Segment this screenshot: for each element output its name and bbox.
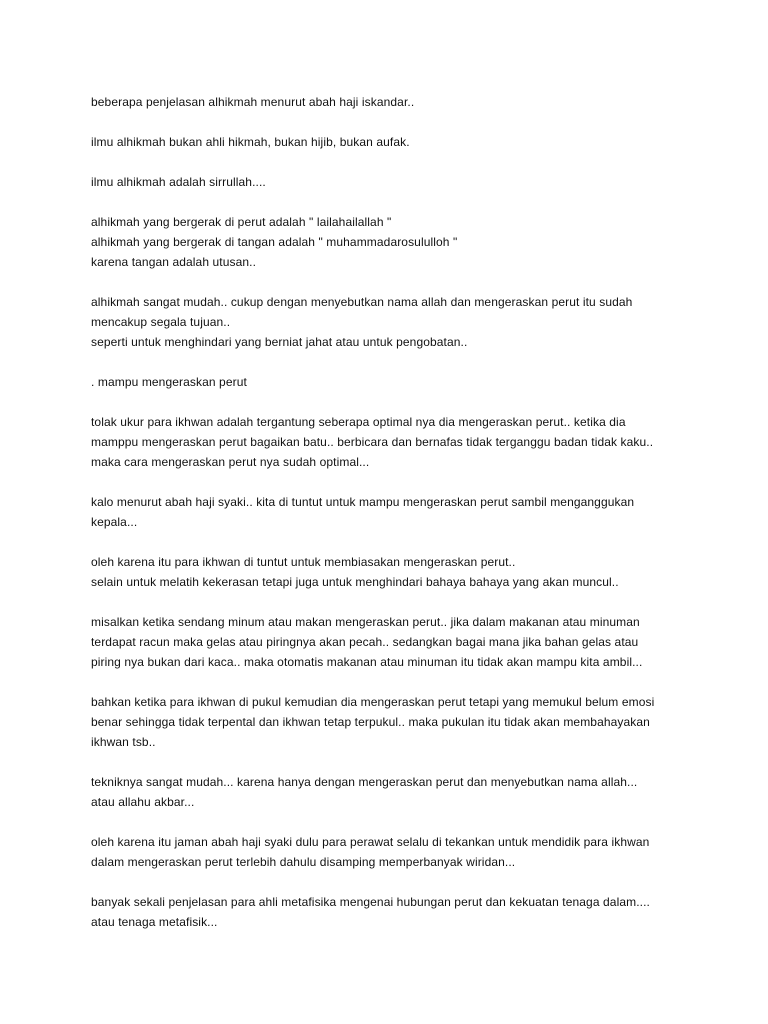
text-line: ilmu alhikmah adalah sirrullah.... — [91, 175, 266, 189]
text-line: mamppu mengeraskan perut bagaikan batu.. berbicara dan bernafas tidak terganggu badan tidak kaku.. — [91, 435, 654, 449]
paragraph — [91, 772, 691, 812]
text-line: atau tenaga metafisik... — [91, 915, 218, 929]
paragraph — [91, 92, 691, 112]
text-line: dalam mengeraskan perut terlebih dahulu disamping memperbanyak wiridan... — [91, 855, 516, 869]
text-line: benar sehingga tidak terpental dan ikhwan tetap terpukul.. maka pukulan itu tidak akan membahayakan — [91, 715, 650, 729]
paragraph — [91, 412, 691, 472]
text-line: terdapat racun maka gelas atau piringnya akan pecah.. sedangkan bagai mana jika bahan gelas atau — [91, 635, 639, 649]
paragraph — [91, 292, 691, 352]
paragraph — [91, 212, 691, 272]
text-line: tolak ukur para ikhwan adalah tergantung seberapa optimal nya dia mengeraskan perut.. ketika dia — [91, 415, 626, 429]
text-line: piring nya bukan dari kaca.. maka otomatis makanan atau minuman itu tidak akan mampu kita ambil... — [91, 655, 643, 669]
text-line: selain untuk melatih kekerasan tetapi juga untuk menghindari bahaya bahaya yang akan muncul.. — [91, 575, 619, 589]
text-line: ikhwan tsb.. — [91, 735, 156, 749]
paragraph — [91, 372, 691, 392]
text-line: kepala... — [91, 515, 138, 529]
text-line: oleh karena itu para ikhwan di tuntut untuk membiasakan mengeraskan perut.. — [91, 555, 516, 569]
text-line: banyak sekali penjelasan para ahli metafisika mengenai hubungan perut dan kekuatan tenaga dalam.... — [91, 895, 650, 909]
paragraph — [91, 492, 691, 532]
paragraph — [91, 692, 691, 752]
paragraph — [91, 612, 691, 672]
paragraph — [91, 832, 691, 872]
text-line: oleh karena itu jaman abah haji syaki dulu para perawat selalu di tekankan untuk mendidik para ikhwan — [91, 835, 650, 849]
text-line: ilmu alhikmah bukan ahli hikmah, bukan hijib, bukan aufak. — [91, 135, 410, 149]
paragraph — [91, 892, 691, 932]
paragraph — [91, 172, 691, 192]
text-line: mencakup segala tujuan.. — [91, 315, 231, 329]
paragraph — [91, 552, 691, 592]
text-line: seperti untuk menghindari yang berniat jahat atau untuk pengobatan.. — [91, 335, 468, 349]
text-line: alhikmah yang bergerak di tangan adalah " muhammadarosululloh " — [91, 235, 458, 249]
text-line: karena tangan adalah utusan.. — [91, 255, 257, 269]
text-line: alhikmah yang bergerak di perut adalah " lailahailallah " — [91, 215, 392, 229]
text-line: maka cara mengeraskan perut nya sudah optimal... — [91, 455, 370, 469]
document-body — [91, 92, 691, 952]
text-line: atau allahu akbar... — [91, 795, 195, 809]
text-line: kalo menurut abah haji syaki.. kita di tuntut untuk mampu mengeraskan perut sambil menganggukan — [91, 495, 635, 509]
text-line: alhikmah sangat mudah.. cukup dengan menyebutkan nama allah dan mengeraskan perut itu sudah — [91, 295, 633, 309]
text-line: beberapa penjelasan alhikmah menurut abah haji iskandar.. — [91, 95, 415, 109]
paragraph — [91, 132, 691, 152]
text-line: misalkan ketika sendang minum atau makan mengeraskan perut.. jika dalam makanan atau minuman — [91, 615, 640, 629]
text-line: tekniknya sangat mudah... karena hanya dengan mengeraskan perut dan menyebutkan nama allah... — [91, 775, 638, 789]
text-line: . mampu mengeraskan perut — [91, 375, 247, 389]
text-line: bahkan ketika para ikhwan di pukul kemudian dia mengeraskan perut tetapi yang memukul belum emosi — [91, 695, 655, 709]
